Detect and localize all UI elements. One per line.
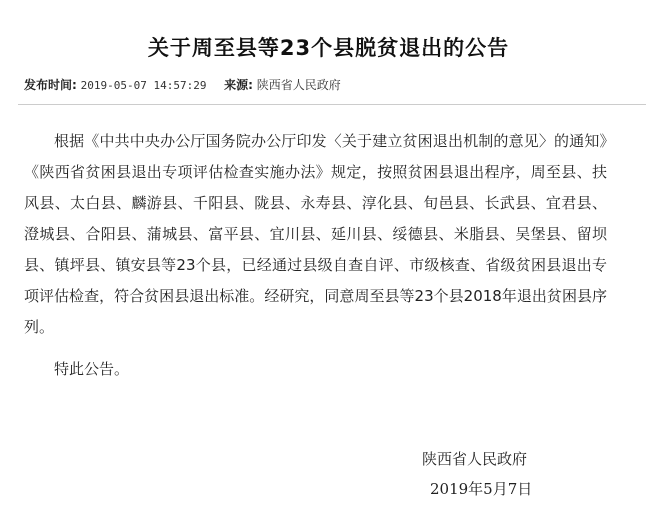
signature-organization: 陕西省人民政府 [422,450,528,468]
source-value: 陕西省人民政府 [256,78,341,92]
publish-time-value: 2019-05-07 14:57:29 [80,79,207,92]
closing-line: 特此公告。 [54,360,130,378]
signature-date: 2019年5月7日 [430,480,533,498]
publish-time-label: 发布时间: [24,78,77,92]
article-meta [24,76,341,93]
header-divider [18,104,646,105]
source-label: 来源: [224,78,253,92]
page-title: 关于周至县等23个县脱贫退出的公告 [147,36,510,61]
announcement-paragraph: 根据《中共中央办公厅国务院办公厅印发〈关于建立贫困退出机制的意见〉的通知》《陕西省贫困县退出专项评估检查实施办法》规定，按照贫困县退出程序，周至县、扶风县、太白县、麟游县、千阳县、陇县、永寿县、淳化县、旬邑县、长武县、宜君县、澄城县、合阳县、蒲城县、富平县、宜川县、延川县、绥德县、米脂县、吴堡县、留坝县、镇坪县、镇安县等23个县，已经通过县级自查自评、市级核查、省级贫困县退出专项评估检查，符合贫困县退出标准。经研究，同意周至县等23个县2018年退出贫困县序列。 [24,132,607,336]
